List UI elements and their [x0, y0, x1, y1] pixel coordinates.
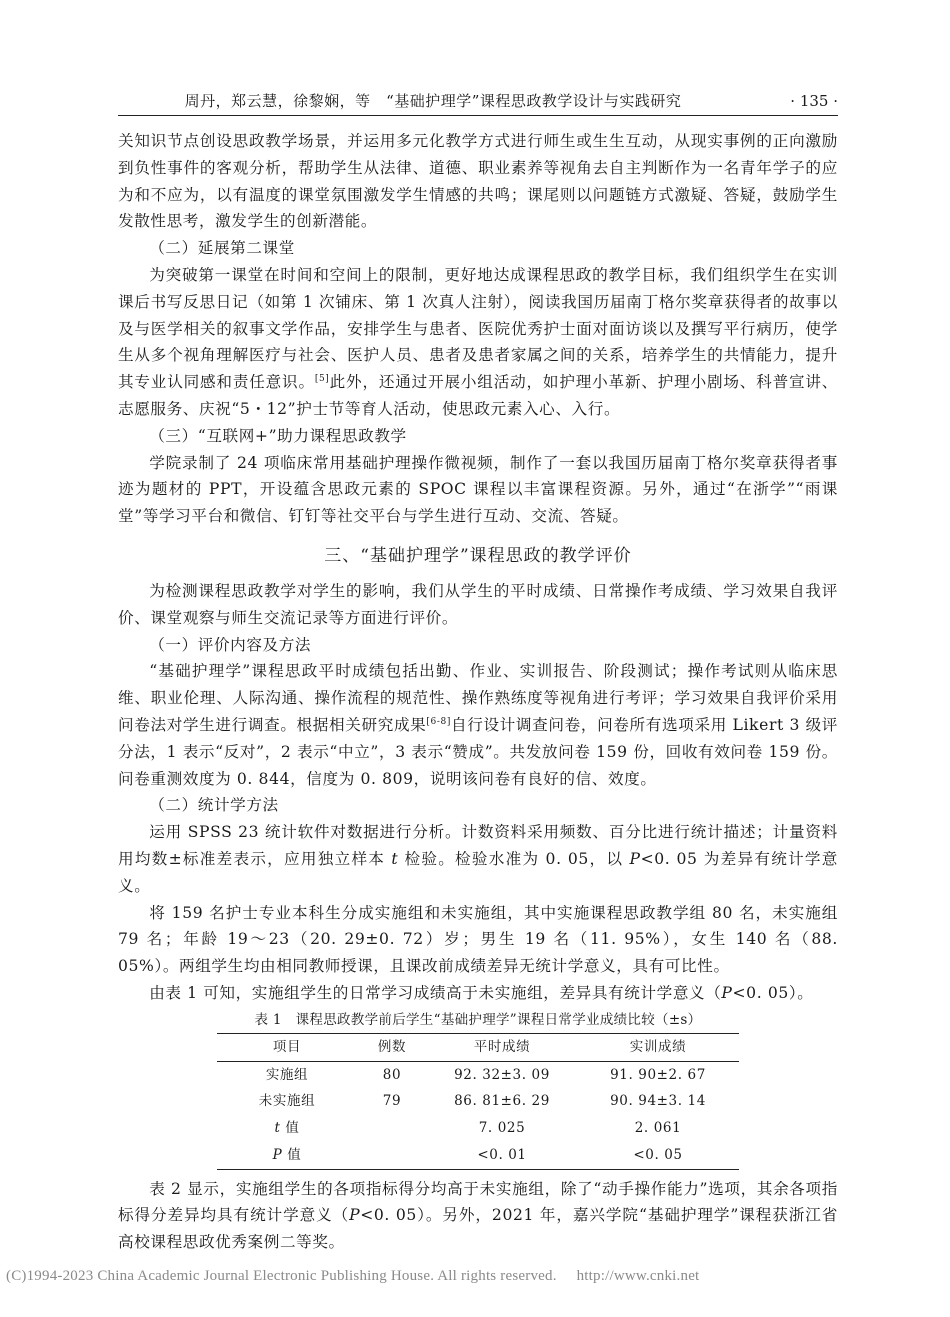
section-title-evaluation: 三、“基础护理学”课程思政的教学评价: [324, 545, 632, 566]
table-row: [217, 1115, 739, 1142]
citation-ref: [6-8]: [426, 716, 451, 727]
stat-variable: P: [272, 1146, 283, 1163]
italic-p: P: [349, 1206, 361, 1225]
copyright-footer: [6, 1268, 715, 1285]
paragraph-text: <0. 05）。: [732, 983, 814, 1002]
paragraph-internet-plus: 学院录制了 24 项临床常用基础护理操作微视频，制作了一套以我国历届南丁格尔奖章获得者事迹为题材的 PPT，开设蕴含思政元素的 SPOC 课程以丰富课程资源。另外，通过“在浙学”“雨课堂”等学习平台和微信、钉钉等社交平台与学生进行互动、交流、答疑。: [118, 453, 838, 526]
paragraph-table2-summary: [118, 1176, 838, 1256]
paragraph-text: 检验。检验水准为 0. 05，以: [398, 849, 630, 868]
paragraph-text: <0. 05 为差异有统计学意义。: [118, 849, 838, 895]
paragraph-sample: 将 159 名护士专业本科生分成实施组和未实施组，其中实施课程思政教学组 80 名，未实施组 79 名；年龄 19～23（20. 29±0. 72）岁；男生 19 名（11. 95%），女生 140 名（88. 05%）。两组学生均由相同教师授课，且课改前成绩差异无统计学意义，具有可比性。: [118, 903, 838, 976]
paragraph-second-classroom: [118, 262, 838, 423]
paragraph-text: 此外，还通过开展小组活动，如护理小革新、护理小剧场、科普宣讲、志愿服务、庆祝“5・12”护士节等育人活动，使思政元素入心、入行。: [118, 373, 839, 418]
italic-t: t: [391, 849, 399, 868]
paragraph-text: 运用 SPSS 23 统计软件对数据进行分析。计数资料采用频数、百分比进行统计描述；计量资料用均数±标准差表示，应用独立样本: [118, 823, 838, 868]
paragraph-continued: 关知识节点创设思政教学场景，并运用多元化教学方式进行师生或生生互动，从现实事例的正向激励到负性事件的客观分析，帮助学生从法律、道德、职业素养等视角去自主判断作为一名青年学子的应为和不应为，以有温度的课堂氛围激发学生情感的共鸣；课尾则以问题链方式激疑、答疑，鼓励学生发散性思考，激发学生的创新潜能。: [118, 132, 838, 231]
copyright-text: (C)1994-2023 China Academic Journal Electronic Publishing House. All rights reserved.: [6, 1268, 557, 1284]
paragraph-text: <0. 05）。另外，2021 年，嘉兴学院“基础护理学”课程获浙江省高校课程思政优秀案例二等奖。: [118, 1206, 838, 1252]
table-header-cell: 实训成绩: [577, 1033, 739, 1061]
running-head-title: 周丹，郑云慧，徐黎娴，等 “基础护理学”课程思政教学设计与实践研究: [184, 92, 682, 110]
table-cell: <0. 05: [577, 1142, 739, 1169]
citation-ref: [5]: [314, 373, 330, 384]
table-row: [217, 1061, 739, 1088]
paragraph-text: 由表 1 可知，实施组学生的日常学习成绩高于未实施组，差异具有统计学意义（: [149, 983, 722, 1002]
table-cell: 86. 81±6. 29: [454, 1093, 550, 1110]
paragraph-evaluation-methods: [118, 658, 838, 792]
table-cell: 91. 90±2. 67: [610, 1066, 706, 1083]
table-row: [217, 1088, 739, 1115]
table-cell: 92. 32±3. 09: [454, 1066, 550, 1083]
italic-p: P: [629, 849, 641, 868]
table-cell-stat-label: P 值: [217, 1142, 357, 1169]
table-cell: <0. 01: [427, 1142, 577, 1169]
paragraph-evaluation-intro: 为检测课程思政教学对学生的影响，我们从学生的平时成绩、日常操作考成绩、学习效果自我评价、课堂观察与师生交流记录等方面进行评价。: [118, 581, 838, 627]
table-header-cell: 项目: [217, 1033, 357, 1061]
table1-caption: 表 1 课程思政教学前后学生“基础护理学”课程日常学业成绩比较（±s）: [254, 1011, 702, 1028]
stat-variable: t: [274, 1120, 281, 1137]
table-cell: 79: [382, 1093, 402, 1110]
paragraph-table1-intro: [118, 980, 838, 1007]
table-header-cell: 例数: [357, 1033, 427, 1061]
page-number: · 135 ·: [790, 92, 838, 110]
table-cell: [357, 1115, 427, 1142]
paragraph-text: “基础护理学”课程思政平时成绩包括出勤、作业、实训报告、阶段测试；操作考试则从临床思维、职业伦理、人际沟通、操作流程的规范性、操作熟练度等视角进行考评；学习效果自我评价采用问卷法对学生进行调查。根据相关研究成果: [118, 662, 838, 734]
subheading-statistics: （二）统计学方法: [149, 796, 279, 815]
article-body: [118, 128, 838, 1256]
subheading-evaluation-methods: （一）评价内容及方法: [149, 635, 312, 654]
table-row: [217, 1142, 739, 1169]
subheading-internet-plus: （三）“互联网+”助力课程思政教学: [149, 426, 407, 445]
table-cell-stat-label: t 值: [274, 1120, 300, 1137]
table-cell: 2. 061: [634, 1120, 682, 1137]
paragraph-text: 为突破第一课堂在时间和空间上的限制，更好地达成课程思政的教学目标，我们组织学生在实训课后书写反思日记（如第 1 次铺床、第 1 次真人注射），阅读我国历届南丁格尔奖章获得者的故事以及与医学相关的叙事文学作品，安排学生与患者、医院优秀护士面对面访谈以及撰写平行病历，使学生从多个视角理解医疗与社会、医护人员、患者及患者家属之间的关系，培养学生的共情能力，提升其专业认同感和责任意识。: [118, 265, 838, 392]
table-cell: [357, 1142, 427, 1169]
table-header-row: [217, 1033, 739, 1061]
table-cell: 90. 94±3. 14: [610, 1093, 706, 1110]
table-cell: 实施组: [265, 1066, 309, 1083]
table1: [217, 1033, 739, 1170]
table-header-cell: 平时成绩: [427, 1033, 577, 1061]
subheading-second-classroom: （二）延展第二课堂: [149, 239, 295, 258]
paragraph-statistics: [118, 819, 838, 899]
table-cell: 80: [382, 1066, 402, 1083]
table-cell: 7. 025: [478, 1120, 526, 1137]
running-head: [118, 90, 838, 116]
paragraph-text: 自行设计调查问卷，问卷所有选项采用 Likert 3 级评分法，1 表示“反对”，2 表示“中立”，3 表示“赞成”。共发放问卷 159 份，回收有效问卷 159 份。问卷重测效度为 0. 844，信度为 0. 809，说明该问卷有良好的信、效度。: [118, 715, 838, 788]
cnki-url[interactable]: http://www.cnki.net: [576, 1268, 700, 1284]
italic-p: P: [721, 983, 733, 1002]
paragraph-text: 表 2 显示，实施组学生的各项指标得分均高于未实施组，除了“动手操作能力”选项，其余各项指标得分差异均具有统计学意义（: [118, 1179, 838, 1225]
table-cell: 未实施组: [258, 1093, 316, 1110]
